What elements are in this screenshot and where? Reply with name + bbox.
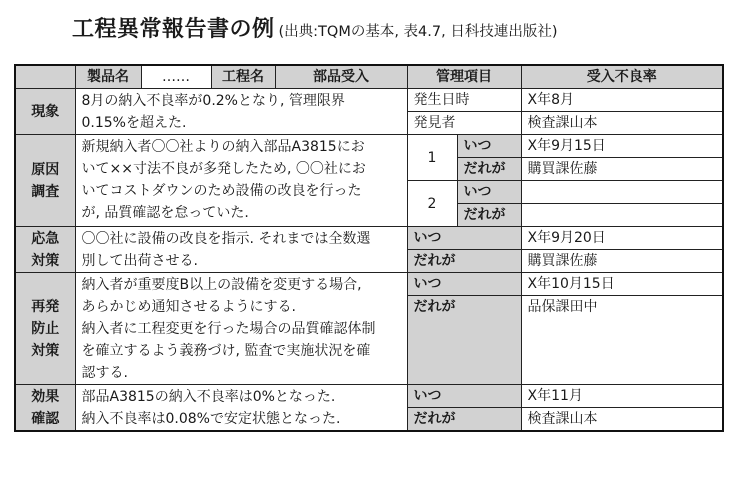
emergency-line-1: 〇〇社に設備の改良を指示. それまでは全数選 [81,231,371,247]
cause-line-2: いて××寸法不良が多発したため, 〇〇社にお [81,161,366,177]
prevention-label: 再発 防止 対策 [15,273,75,385]
prevention-line-3: 納入者に工程変更を行った場合の品質確認体制 [81,321,376,337]
cause-line-3: いてコストダウンのため設備の改良を行った [81,183,362,199]
prevention-line-5: 認する. [81,365,128,381]
prevention-line-4: を確立するよう義務づけ, 監査で実施状況を確 [81,343,371,359]
occurrence-date-label: 発生日時 [407,89,521,112]
header-corner [15,65,75,89]
prevention-text [75,273,407,385]
effect-when-value: X年11月 [521,385,723,408]
emergency-who-label: だれが [407,250,521,273]
effect-text [75,385,407,432]
cause-who-1-label: だれが [457,158,521,181]
abnormality-report-table [14,64,724,432]
cause-number-2: 2 [407,181,457,227]
cause-number-1: 1 [407,135,457,181]
prevention-when-label: いつ [407,273,521,296]
effect-who-label: だれが [407,408,521,432]
occurrence-date-value: X年8月 [521,89,723,112]
title-main: 工程異常報告書の例 [72,17,275,42]
phenomenon-label: 現象 [15,89,75,135]
effect-who-value: 検査課山本 [521,408,723,432]
process-name-value: 部品受入 [275,65,407,89]
cause-line-1: 新規納入者〇〇社よりの納入部品A3815にお [81,139,365,155]
effect-line-2: 納入不良率は0.08%で安定状態となった. [81,411,341,427]
cause-label: 原因 調査 [15,135,75,227]
emergency-who-value: 購買課佐藤 [521,250,723,273]
emergency-label: 応急 対策 [15,227,75,273]
emergency-when-label: いつ [407,227,521,250]
prevention-line-1: 納入者が重要度B以上の設備を変更する場合, [81,277,362,293]
cause-when-1-value: X年9月15日 [521,135,723,158]
effect-row-1 [15,385,723,408]
effect-when-label: いつ [407,385,521,408]
cause-row-1 [15,135,723,158]
emergency-row-1 [15,227,723,250]
document-title [72,12,558,48]
emergency-when-value: X年9月20日 [521,227,723,250]
cause-who-2-label: だれが [457,204,521,227]
prevention-when-value: X年10月15日 [521,273,723,296]
finder-value: 検査課山本 [521,112,723,135]
phenomenon-line-1: 8月の納入不良率が0.2%となり, 管理限界 [81,93,345,109]
prevention-line-2: あらかじめ通知させるようにする. [81,299,296,315]
prevention-who-value: 品保課田中 [521,296,723,385]
effect-label: 効果 確認 [15,385,75,432]
product-name-label: 製品名 [75,65,141,89]
effect-line-1: 部品A3815の納入不良率は0%となった. [81,389,336,405]
control-item-value: 受入不良率 [521,65,723,89]
control-item-label: 管理項目 [407,65,521,89]
product-name-value: …… [141,65,211,89]
phenomenon-text [75,89,407,135]
cause-when-2-label: いつ [457,181,521,204]
prevention-who-label: だれが [407,296,521,385]
header-row [15,65,723,89]
title-source: (出典:TQMの基本, 表4.7, 日科技連出版社) [278,24,558,40]
finder-label: 発見者 [407,112,521,135]
cause-text [75,135,407,227]
cause-when-1-label: いつ [457,135,521,158]
process-name-label: 工程名 [211,65,275,89]
cause-who-1-value: 購買課佐藤 [521,158,723,181]
emergency-line-2: 別して出荷させる. [81,253,198,269]
cause-when-2-value [521,181,723,204]
prevention-row-1 [15,273,723,296]
cause-who-2-value [521,204,723,227]
phenomenon-line-2: 0.15%を超えた. [81,115,187,131]
cause-line-4: が, 品質確認を怠っていた. [81,205,249,221]
emergency-text [75,227,407,273]
phenomenon-row-1 [15,89,723,112]
